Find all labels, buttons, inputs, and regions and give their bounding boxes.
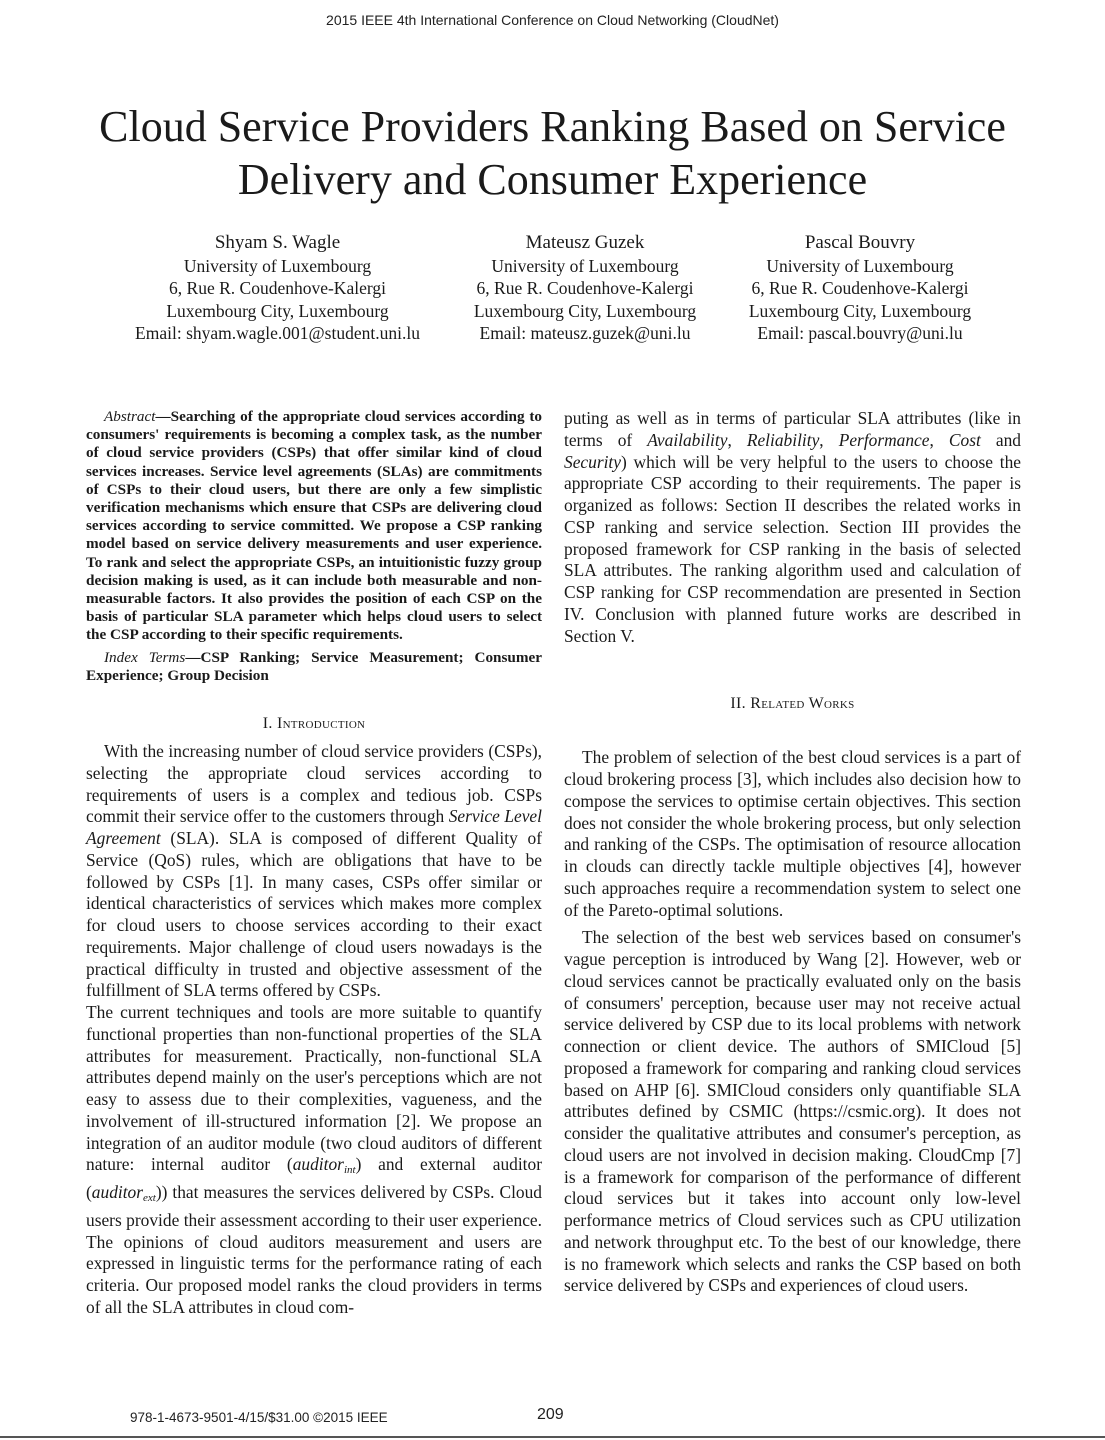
text-run: With the increasing number of cloud service providers (CSPs), selecting the appropriate cloud services according to requirements of users is a complex and tedious job. CSPs commit their service offer to the customers through (86, 741, 542, 827)
emphasis-text: Reliability (746, 429, 820, 450)
text-run: and (980, 429, 1021, 450)
author-affiliation: University of Luxembourg (183, 256, 372, 276)
page-number: 209 (537, 1406, 564, 1423)
emphasis-text: Cost (948, 429, 981, 450)
text-run: , (929, 429, 949, 450)
author-city: Luxembourg City, Luxembourg (473, 300, 697, 321)
author-name: Shyam S. Wagle (214, 232, 341, 253)
emphasis-text: Performance (838, 429, 930, 450)
abstract-text: —Searching of the appropriate cloud services according to consumers' requirements is becoming a complex task, as the number of cloud service providers (CSPs) that offer similar kind of cloud services increases. Service level agreements (SLAs) are commitments of CSPs to their cloud users, but there are only a few simplistic verification mechanisms which ensure that CSPs are delivering cloud services according to service committed. We propose a CSP ranking model based on service delivery measurements and user experience. To rank and select the appropriate CSPs, an intuitionistic fuzzy group decision making is used, as it can include both measurable and non-measurable factors. It also provides the position of each CSP on the basis of particular SLA parameter which helps cloud users to select the CSP according to their specific requirements. (86, 408, 542, 644)
math-subscript: ext (143, 1192, 156, 1205)
text-run: puting as well as in terms of particular SLA attributes (like in terms of (564, 408, 1021, 450)
math-auditor-int (292, 1154, 356, 1177)
author-street: 6, Rue R. Coudenhove-Kalergi (169, 278, 386, 299)
author-city: Luxembourg City, Luxembourg (166, 300, 389, 321)
math-symbol: auditor (91, 1182, 144, 1203)
author-1 (120, 230, 435, 344)
conference-header: 2015 IEEE 4th International Conference on Cloud Networking (CloudNet) (326, 12, 779, 28)
math-auditor-ext (91, 1182, 156, 1205)
copyright-footer: 978-1-4673-9501-4/15/$31.00 ©2015 IEEE (130, 1410, 388, 1425)
author-city: Luxembourg City, Luxembourg (748, 300, 972, 321)
emphasis-text: Service Level Agreement (86, 806, 542, 849)
section-heading-introduction (86, 715, 542, 733)
author-3 (735, 230, 985, 344)
text-run: ) and external auditor ( (86, 1154, 542, 1203)
text-run: ) which will be very helpful to the users to choose the appropriate CSP according to their requirements. The paper is organized as follows: Section II describes the related works in CSP ranking and service selection. Section III provides the proposed framework for CSP ranking in the basis of selected SLA attributes. The ranking algorithm used and calculation of CSP ranking for CSP recommendation are presented in Section IV. Conclusion with planned future works are described in Section V. (564, 451, 1021, 646)
paper-title: Cloud Service Providers Ranking Based on Service Delivery and Consumer Experience (99, 102, 1006, 204)
author-affiliation: University of Luxembourg (491, 256, 679, 276)
related-paragraph-1: The problem of selection of the best cloud services is a part of cloud brokering process [3], which includes also decision how to compose the services to optimise certain objectives. This section does not consider the whole brokering process, but only selection and ranking of the CSPs. The optimisation of resource allocation in clouds can directly tackle multiple objectives [4], however such approaches require a recommendation system to select one of the Pareto-optimal solutions. (564, 747, 1021, 920)
author-street: 6, Rue R. Coudenhove-Kalergi (476, 278, 694, 299)
math-symbol: auditor (292, 1154, 344, 1175)
intro-paragraph-2 (86, 1002, 542, 1319)
index-terms (86, 649, 542, 685)
author-block (0, 230, 1105, 350)
abstract-label: Abstract (104, 408, 156, 425)
text-run: )) that measures the services delivered by CSPs. Cloud users provide their assessment according to their user experience. The opinions of cloud auditors measurement and users are expressed in linguistic terms for the performance rating of each criteria. Our proposed model ranks the cloud providers in terms of all the SLA attributes in cloud com- (86, 1182, 542, 1317)
left-column (86, 408, 542, 1319)
author-affiliation: University of Luxembourg (766, 256, 954, 276)
text-run: , (727, 429, 747, 450)
author-street: 6, Rue R. Coudenhove-Kalergi (751, 278, 969, 299)
right-column (564, 408, 1021, 1297)
intro-paragraph-1 (86, 741, 542, 1002)
author-email: Email: mateusz.guzek@uni.lu (479, 322, 691, 343)
author-email: Email: pascal.bouvry@uni.lu (757, 322, 963, 343)
section-title-text: Related Works (750, 695, 855, 713)
author-name: Mateusz Guzek (525, 232, 645, 253)
abstract (86, 408, 542, 645)
index-terms-label: Index Terms (104, 648, 186, 666)
section-numeral: II. (730, 695, 746, 713)
index-terms-text: —CSP Ranking; Service Measurement; Consumer Experience; Group Decision (86, 648, 542, 684)
author-email: Email: shyam.wagle.001@student.uni.lu (135, 322, 420, 343)
section-title-text: Introduction (276, 715, 366, 733)
section-numeral: I. (262, 715, 273, 733)
author-name: Pascal Bouvry (804, 232, 916, 253)
math-subscript: int (343, 1164, 356, 1177)
intro-continuation (564, 408, 1021, 647)
emphasis-text: Availability (647, 429, 728, 450)
author-2 (455, 230, 715, 344)
text-run: , (819, 429, 839, 450)
bottom-divider (0, 1436, 1105, 1438)
text-run: (SLA). SLA is composed of different Quality of Service (QoS) rules, which are obligations that have to be followed by CSPs [1]. In many cases, CSPs offer similar or identical characteristics of services which makes more complex for cloud users to choose services according to their exact requirements. Major challenge of cloud users nowadays is the practical difficulty in trusted and objective assessment of the fulfillment of SLA terms offered by CSPs. (86, 828, 542, 1001)
related-paragraph-2: The selection of the best web services based on consumer's vague perception is introduced by Wang [2]. However, web or cloud services cannot be practically evaluated only on the basis of consumers' perception, because user may not receive actual service delivered by CSP due to its local problems with network connection or client device. The authors of SMICloud [5] proposed a framework for comparing and ranking cloud services based on AHP [6]. SMICloud considers only quantifiable SLA attributes defined by CSMIC (https://csmic.org). It does not consider the qualitative attributes and consumer's perception, as cloud users are not involved in decision making. CloudCmp [7] is a framework for comparison of the performance of different cloud services but it takes into account only low-level performance metrics of Cloud services such as CPU utilization and network throughput etc. To the best of our knowledge, there is no framework which selects and ranks the CSP based on both service delivered by CSPs and experiences of cloud users. (564, 927, 1021, 1296)
text-run: The current techniques and tools are more suitable to quantify functional properties than non-functional properties of the SLA attributes for measurement. Practically, non-functional SLA attributes depend mainly on the user's perceptions which are not easy to assess due to their complexities, vagueness, and the involvement of ill-structured information [2]. We propose an integration of an auditor module (two cloud auditors of different nature: internal auditor ( (86, 1002, 542, 1175)
emphasis-text: Security (564, 451, 621, 472)
section-heading-related-works (564, 695, 1021, 713)
